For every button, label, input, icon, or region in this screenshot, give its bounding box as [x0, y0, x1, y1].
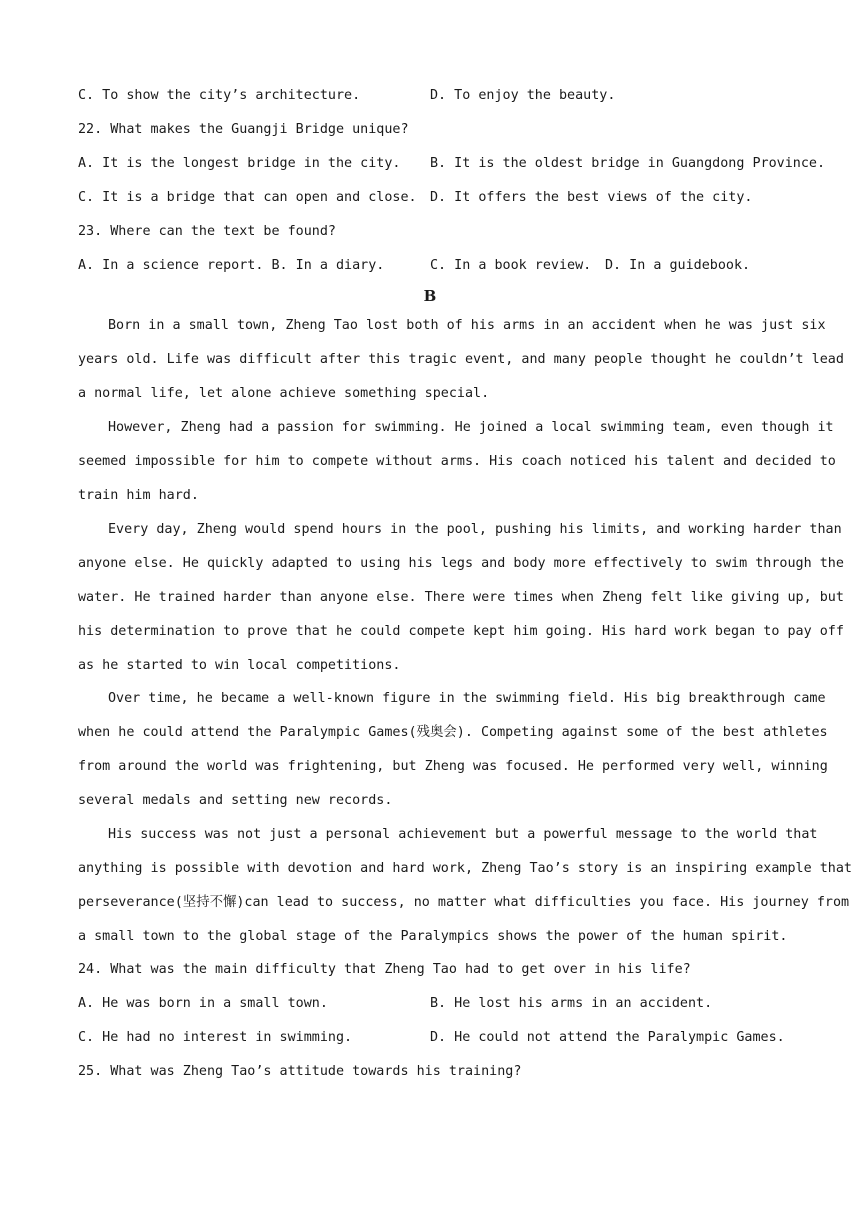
passage-line: when he could attend the Paralympic Games(残奥会). Competing against some of the best athletes — [78, 725, 828, 740]
passage-line: water. He trained harder than anyone else. There were times when Zheng felt like giving up, but — [78, 590, 844, 605]
passage-line: years old. Life was difficult after this tragic event, and many people thought he couldn’t lead — [78, 352, 844, 367]
q22-option-c: C. It is a bridge that can open and close. — [78, 190, 417, 205]
passage-line: seemed impossible for him to compete without arms. His coach noticed his talent and decided to — [78, 454, 836, 469]
q21-option-d: D. To enjoy the beauty. — [430, 88, 616, 103]
q25-stem: 25. What was Zheng Tao’s attitude towards his training? — [78, 1064, 522, 1079]
q22-option-d: D. It offers the best views of the city. — [430, 190, 753, 205]
q24-option-d: D. He could not attend the Paralympic Games. — [430, 1030, 785, 1045]
passage-line: his determination to prove that he could compete kept him going. His hard work began to pay off — [78, 624, 844, 639]
q24-option-a: A. He was born in a small town. — [78, 996, 328, 1011]
passage-line: as he started to win local competitions. — [78, 658, 401, 673]
q22-option-b: B. It is the oldest bridge in Guangdong Province. — [430, 156, 826, 171]
passage-line: train him hard. — [78, 488, 199, 503]
passage-line: Over time, he became a well-known figure in the swimming field. His big breakthrough came — [108, 691, 826, 706]
section-heading: B — [423, 287, 437, 305]
q23-option-c: C. In a book review. — [430, 258, 592, 273]
passage-line: perseverance(坚持不懈)can lead to success, no matter what difficulties you face. His journey from — [78, 895, 850, 910]
passage-line: a normal life, let alone achieve something special. — [78, 386, 490, 401]
q23-options-ab: A. In a science report. B. In a diary. — [78, 258, 385, 273]
passage-line: several medals and setting new records. — [78, 793, 393, 808]
passage-line: However, Zheng had a passion for swimming. He joined a local swimming team, even though it — [108, 420, 834, 435]
passage-line: a small town to the global stage of the Paralympics shows the power of the human spirit. — [78, 929, 788, 944]
q24-option-b: B. He lost his arms in an accident. — [430, 996, 713, 1011]
passage-line: anyone else. He quickly adapted to using his legs and body more effectively to swim through the — [78, 556, 844, 571]
q24-option-c: C. He had no interest in swimming. — [78, 1030, 353, 1045]
q22-option-a: A. It is the longest bridge in the city. — [78, 156, 401, 171]
passage-line: Born in a small town, Zheng Tao lost both of his arms in an accident when he was just six — [108, 318, 826, 333]
q21-option-c: C. To show the city’s architecture. — [78, 88, 361, 103]
q23-option-d: D. In a guidebook. — [605, 258, 751, 273]
q24-stem: 24. What was the main difficulty that Zheng Tao had to get over in his life? — [78, 962, 691, 977]
passage-line: Every day, Zheng would spend hours in the pool, pushing his limits, and working harder than — [108, 522, 842, 537]
passage-line: anything is possible with devotion and hard work, Zheng Tao’s story is an inspiring example that — [78, 861, 852, 876]
q23-stem: 23. Where can the text be found? — [78, 224, 336, 239]
passage-line: His success was not just a personal achievement but a powerful message to the world that — [108, 827, 818, 842]
passage-line: from around the world was frightening, but Zheng was focused. He performed very well, winning — [78, 759, 828, 774]
q22-stem: 22. What makes the Guangji Bridge unique? — [78, 122, 409, 137]
